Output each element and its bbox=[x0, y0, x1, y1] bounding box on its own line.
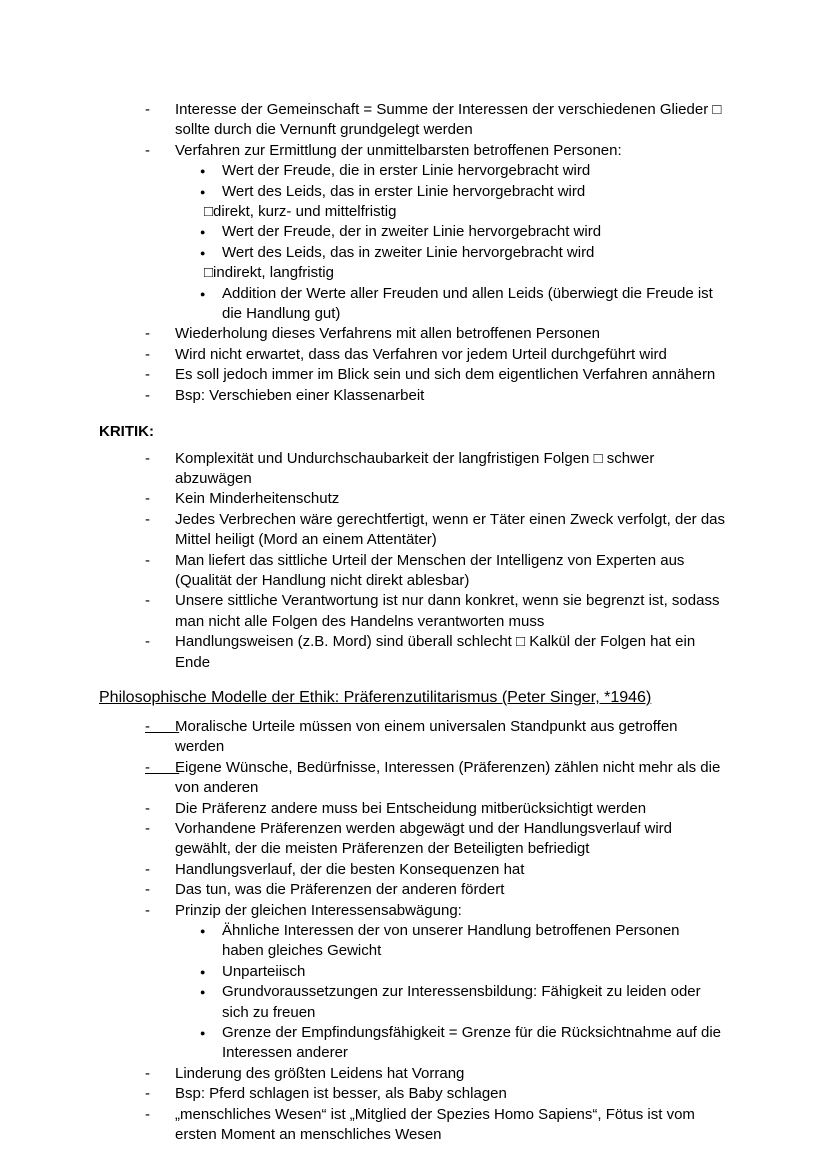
list-item bbox=[99, 982, 725, 1023]
dash-bullet: - bbox=[145, 1064, 150, 1082]
list-item-text: Vorhandene Präferenzen werden abgewägt und der Handlungsverlauf wird gewählt, der die meisten Präferenzen der Beteiligten befriedigt bbox=[175, 820, 672, 858]
dash-bullet: - bbox=[145, 820, 150, 837]
list-item bbox=[99, 717, 725, 758]
dash-bullet: - bbox=[145, 101, 150, 118]
list-item bbox=[99, 386, 725, 406]
dash-bullet: - bbox=[145, 881, 150, 899]
list-item-text: Addition der Werte aller Freuden und allen Leids (überwiegt die Freude ist die Handlung gut) bbox=[222, 284, 713, 323]
list-item bbox=[99, 182, 725, 202]
kritik-heading: KRITIK: bbox=[99, 423, 154, 441]
list-item-text: Handlungsverlauf, der die besten Konsequenzen hat bbox=[175, 860, 525, 878]
list-item-text: Grundvoraussetzungen zur Interessensbildung: Fähigkeit zu leiden oder sich zu freuen bbox=[222, 983, 701, 1021]
dash-bullet: - bbox=[145, 325, 150, 343]
list-item bbox=[99, 141, 725, 161]
dot-bullet: ● bbox=[200, 966, 206, 977]
list-item-text: Jedes Verbrechen wäre gerechtfertigt, wenn er Täter einen Zweck verfolgt, der das Mittel heiligt (Mord an einem Attentäter) bbox=[175, 510, 726, 549]
list-item bbox=[99, 551, 725, 592]
list-item-text: „menschliches Wesen“ ist „Mitglied der Spezies Homo Sapiens“, Fötus ist vom ersten Moment an menschliches Wesen bbox=[175, 1105, 695, 1144]
dot-bullet: ● bbox=[200, 288, 206, 299]
list-item bbox=[99, 799, 725, 819]
dash-bullet: - bbox=[145, 366, 150, 384]
list-item-text: Wert des Leids, das in zweiter Linie hervorgebracht wird bbox=[222, 243, 595, 261]
list-item bbox=[99, 1105, 725, 1146]
list-item bbox=[99, 758, 725, 799]
procedure-list bbox=[99, 100, 725, 406]
list-item-text: Wiederholung dieses Verfahrens mit allen betroffenen Personen bbox=[175, 325, 600, 343]
list-item bbox=[99, 345, 725, 365]
dot-bullet: ● bbox=[200, 926, 206, 937]
list-item-text: Komplexität und Undurchschaubarkeit der langfristigen Folgen □ schwer abzuwägen bbox=[175, 449, 655, 487]
list-item-text: □direkt, kurz- und mittelfristig bbox=[204, 203, 397, 221]
singer-heading: Philosophische Modelle der Ethik: Präferenzutilitarismus (Peter Singer, *1946) bbox=[99, 688, 652, 706]
dash-bullet: - bbox=[145, 1085, 150, 1103]
dash-bullet: - bbox=[145, 510, 150, 528]
dash-bullet: - bbox=[145, 386, 150, 404]
list-item bbox=[99, 243, 725, 263]
list-item bbox=[99, 222, 725, 242]
dot-bullet: ● bbox=[200, 186, 206, 197]
dash-bullet: - bbox=[145, 449, 150, 467]
list-item-text: Wert des Leids, das in erster Linie hervorgebracht wird bbox=[222, 182, 586, 200]
list-item bbox=[99, 819, 725, 860]
list-item bbox=[99, 324, 725, 344]
list-item bbox=[99, 510, 725, 551]
list-item bbox=[99, 860, 725, 880]
list-item bbox=[99, 962, 725, 982]
list-item-text: Wird nicht erwartet, dass das Verfahren vor jedem Urteil durchgeführt wird bbox=[175, 345, 667, 363]
list-item-text: Grenze der Empfindungsfähigkeit = Grenze für die Rücksichtnahme auf die Interessen anderer bbox=[222, 1024, 722, 1062]
list-item bbox=[99, 365, 725, 385]
dot-bullet: ● bbox=[200, 166, 206, 177]
document-content bbox=[99, 100, 725, 1146]
list-item-text: Interesse der Gemeinschaft = Summe der Interessen der verschiedenen Glieder □ sollte durch die Vernunft grundgelegt werden bbox=[175, 101, 722, 139]
singer-list bbox=[99, 717, 725, 1146]
list-item bbox=[99, 591, 725, 632]
list-item-text: Moralische Urteile müssen von einem universalen Standpunkt aus getroffen werden bbox=[175, 717, 678, 756]
list-item-text: Wert der Freude, die in erster Linie hervorgebracht wird bbox=[222, 162, 591, 180]
list-item-text: Die Präferenz andere muss bei Entscheidung mitberücksichtigt werden bbox=[175, 799, 647, 817]
list-item bbox=[99, 263, 725, 283]
list-item bbox=[99, 1064, 725, 1084]
list-item bbox=[99, 901, 725, 921]
dash-bullet: - bbox=[145, 345, 150, 363]
list-item bbox=[99, 921, 725, 962]
list-item-text: Linderung des größten Leidens hat Vorrang bbox=[175, 1064, 465, 1082]
list-item-text: Wert der Freude, der in zweiter Linie hervorgebracht wird bbox=[222, 223, 602, 241]
dot-bullet: ● bbox=[200, 227, 206, 238]
dash-bullet: - bbox=[145, 758, 150, 776]
list-item-text: Prinzip der gleichen Interessensabwägung: bbox=[175, 901, 462, 919]
list-item-text: Kein Minderheitenschutz bbox=[175, 490, 340, 508]
dot-bullet: ● bbox=[200, 247, 206, 258]
list-item-text: Es soll jedoch immer im Blick sein und sich dem eigentlichen Verfahren annähern bbox=[175, 366, 716, 384]
dash-bullet: - bbox=[145, 717, 150, 735]
list-item bbox=[99, 284, 725, 325]
list-item bbox=[99, 489, 725, 509]
dash-bullet: - bbox=[145, 490, 150, 508]
dash-bullet: - bbox=[145, 633, 150, 651]
list-item-text: Unsere sittliche Verantwortung ist nur dann konkret, wenn sie begrenzt ist, sodass man nicht alle Folgen des Handelns verantworten muss bbox=[175, 592, 720, 630]
dash-bullet: - bbox=[145, 551, 150, 569]
list-item bbox=[99, 1023, 725, 1064]
list-item-text: Handlungsweisen (z.B. Mord) sind überall schlecht □ Kalkül der Folgen hat ein Ende bbox=[175, 633, 696, 671]
list-item-text: □indirekt, langfristig bbox=[204, 264, 334, 282]
list-item-text: Bsp: Verschieben einer Klassenarbeit bbox=[175, 386, 425, 404]
list-item bbox=[99, 880, 725, 900]
list-item-text: Das tun, was die Präferenzen der anderen fördert bbox=[175, 881, 505, 899]
list-item bbox=[99, 632, 725, 673]
list-item-text: Verfahren zur Ermittlung der unmittelbarsten betroffenen Personen: bbox=[175, 141, 622, 159]
dot-bullet: ● bbox=[200, 1028, 206, 1039]
kritik-list bbox=[99, 449, 725, 673]
dash-bullet: - bbox=[145, 141, 150, 159]
list-item bbox=[99, 1084, 725, 1104]
dot-bullet: ● bbox=[200, 987, 206, 998]
dash-bullet: - bbox=[145, 799, 150, 817]
list-item-text: Man liefert das sittliche Urteil der Menschen der Intelligenz von Experten aus (Qualität der Handlung nicht direkt ablesbar) bbox=[175, 551, 685, 589]
list-item-text: Eigene Wünsche, Bedürfnisse, Interessen (Präferenzen) zählen nicht mehr als die von anderen bbox=[175, 758, 721, 797]
dash-bullet: - bbox=[145, 592, 150, 610]
dash-bullet: - bbox=[145, 860, 150, 878]
list-item bbox=[99, 202, 725, 222]
dash-bullet: - bbox=[145, 1105, 150, 1123]
list-item bbox=[99, 100, 725, 141]
list-item-text: Ähnliche Interessen der von unserer Handlung betroffenen Personen haben gleiches Gewicht bbox=[222, 922, 680, 960]
list-item-text: Unparteiisch bbox=[222, 962, 306, 980]
list-item-text: Bsp: Pferd schlagen ist besser, als Baby schlagen bbox=[175, 1085, 507, 1103]
list-item bbox=[99, 161, 725, 181]
dash-bullet: - bbox=[145, 901, 150, 919]
list-item bbox=[99, 449, 725, 490]
